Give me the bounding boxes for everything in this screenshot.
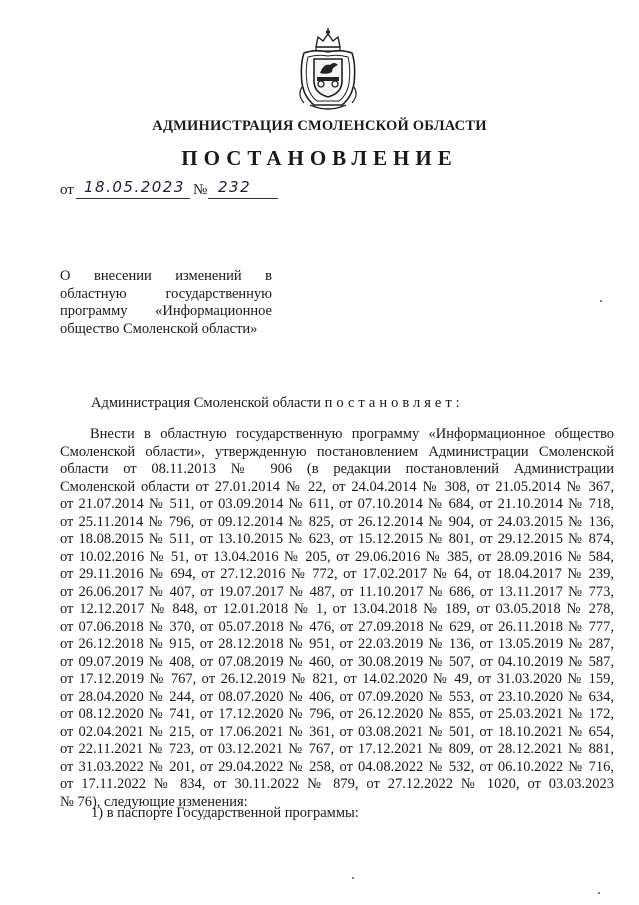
scan-speck [598, 892, 600, 894]
body-line: от 08.12.2020 № 741, от 17.12.2020 № 796, от 26.12.2020 № 855, от 25.03.2021 № 172, [60, 706, 614, 722]
body-line: от 26.06.2017 № 407, от 19.07.2017 № 487, от 11.10.2017 № 686, от 13.11.2017 № 773, [60, 583, 614, 600]
body-line: от 21.07.2014 № 511, от 03.09.2014 № 611, от 07.10.2014 № 684, от 21.10.2014 № 718, [60, 496, 614, 512]
body-line: Смоленской области», утвержденную постановлением Администрации Смоленской [60, 443, 614, 460]
body-paragraph [60, 426, 614, 811]
document-date: 18.05.2023 [84, 178, 185, 196]
body-line: от 09.07.2019 № 408, от 07.08.2019 № 460, от 30.08.2019 № 507, от 04.10.2019 № 587, [60, 653, 614, 670]
organization-name: АДМИНИСТРАЦИЯ СМОЛЕНСКОЙ ОБЛАСТИ [152, 118, 487, 134]
body-line: от 28.04.2020 № 244, от 08.07.2020 № 406, от 07.09.2020 № 553, от 23.10.2020 № 634, [60, 688, 614, 705]
body-line: от 31.03.2022 № 201, от 29.04.2022 № 258, от 04.08.2022 № 532, от 06.10.2022 № 716, [60, 758, 614, 775]
decree-statement [91, 395, 464, 412]
body-line: от 12.12.2017 № 848, от 12.01.2018 № 1, от 13.04.2018 № 189, от 03.05.2018 № 278, [60, 601, 614, 617]
body-line: № 76), следующие изменения: [60, 793, 248, 810]
document-subject [60, 268, 272, 338]
body-line: от 22.11.2021 № 723, от 03.12.2021 № 767, от 17.12.2021 № 809, от 28.12.2021 № 881, [60, 741, 614, 757]
body-line: от 29.11.2016 № 694, от 27.12.2016 № 772, от 17.02.2017 № 64, от 18.04.2017 № 239, [60, 566, 614, 582]
body-line: от 07.06.2018 № 370, от 05.07.2018 № 476, от 27.09.2018 № 629, от 26.11.2018 № 777, [60, 618, 614, 635]
body-line: от 10.02.2016 № 51, от 13.04.2016 № 205, от 29.06.2016 № 385, от 28.09.2016 № 584, [60, 548, 614, 565]
date-underline [76, 198, 190, 199]
list-item-1: 1) в паспорте Государственной программы: [91, 805, 359, 821]
subject-line: программу «Информационное [60, 303, 272, 319]
body-line: от 25.11.2014 № 796, от 09.12.2014 № 825, от 26.12.2014 № 904, от 24.03.2015 № 136, [60, 513, 614, 530]
decree-verb: постановляет: [324, 395, 464, 411]
number-underline [208, 198, 278, 199]
body-line: от 02.04.2021 № 215, от 17.06.2021 № 361, от 03.08.2021 № 501, от 18.10.2021 № 654, [60, 723, 614, 740]
scan-speck [352, 877, 354, 879]
body-line: от 17.12.2019 № 767, от 26.12.2019 № 821, от 14.02.2020 № 49, от 31.03.2020 № 159, [60, 671, 614, 687]
body-line: от 17.11.2022 № 834, от 30.11.2022 № 879, от 27.12.2022 № 1020, от 03.03.2023 [60, 776, 614, 792]
body-line: Внести в областную государственную программу «Информационное общество [90, 426, 614, 442]
subject-line: общество Смоленской области» [60, 320, 258, 337]
date-from-label: от [60, 182, 74, 198]
document-type: ПОСТАНОВЛЕНИЕ [181, 146, 458, 170]
body-line: Смоленской области от 27.01.2014 № 22, от 24.04.2014 № 308, от 21.05.2014 № 367, [60, 478, 614, 495]
body-line: от 26.12.2018 № 915, от 28.12.2018 № 951, от 22.03.2019 № 136, от 13.05.2019 № 287, [60, 636, 614, 652]
coat-of-arms-icon [294, 25, 362, 113]
decree-prefix: Администрация Смоленской области [91, 395, 321, 411]
number-label: № [193, 182, 208, 198]
subject-line: областную государственную [60, 285, 272, 302]
scan-speck [600, 300, 602, 302]
body-line: области от 08.11.2013 № 906 (в редакции постановлений Администрации [60, 461, 614, 477]
body-line: от 18.08.2015 № 511, от 13.10.2015 № 623, от 15.12.2015 № 801, от 29.12.2015 № 874, [60, 531, 614, 547]
subject-line: О внесении изменений в [60, 268, 272, 284]
document-number: 232 [218, 178, 252, 196]
